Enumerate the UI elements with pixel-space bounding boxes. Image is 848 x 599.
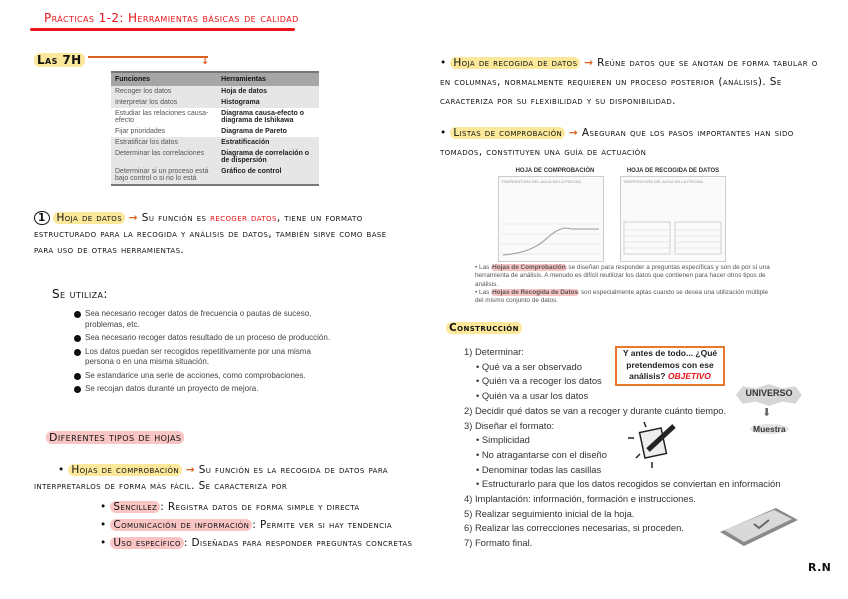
construction-step: • Quién va a recoger los datos xyxy=(476,375,602,387)
construction-step: • Qué va a ser observado xyxy=(476,360,582,372)
red-text: recoger datos xyxy=(210,212,277,224)
construction-step: • Quién va a usar los datos xyxy=(476,390,589,402)
note-text: Las xyxy=(479,288,492,296)
sheet-subtitle: TEMPERATURA DEL AGUA EN LA PISCINA xyxy=(623,179,704,184)
construction-step: 2) Decidir qué datos se van a recoger y durante cuánto tiempo. xyxy=(464,404,727,416)
construccion-text: Construcción xyxy=(446,322,522,334)
tipos-heading xyxy=(46,430,184,446)
list-item-text: Se estandarice una serie de acciones, como comprobaciones. xyxy=(85,370,306,380)
cell: Estratificación xyxy=(217,137,319,148)
text: Su función es xyxy=(141,212,207,224)
check-sheet-image xyxy=(498,176,604,262)
left-figure-title: HOJA DE COMPROBACIÓN xyxy=(515,168,595,174)
cell: Estudiar las relaciones causa-efecto xyxy=(115,110,209,124)
table-row xyxy=(111,86,319,97)
construction-step: 5) Realizar seguimiento inicial de la hoja. xyxy=(464,507,635,519)
uses-list xyxy=(74,309,342,398)
hoja-datos-paragraph xyxy=(34,210,409,258)
item-text: : Diseñadas para responder preguntas concretas xyxy=(183,537,413,549)
listas-label: Listas de comprobación xyxy=(450,127,565,139)
list-item xyxy=(74,347,342,368)
construction-step: • No atragantarse con el diseño xyxy=(476,448,607,460)
table-row xyxy=(111,97,319,108)
title-underline xyxy=(30,28,295,31)
list-item: • Uso específico : Diseñadas para responder preguntas concretas xyxy=(100,537,413,549)
arrow-right-icon: → xyxy=(185,464,195,476)
note-item: • Las Hojas de Recogida de Datos son especialmente aptas cuando se desea una utilización múltiple del mismo conjunto de datos. xyxy=(475,288,769,305)
list-item-text: Sea necesario recoger datos de frecuencia o pautas de suceso, problemas, etc. xyxy=(85,309,312,329)
number-badge: 1 xyxy=(34,211,50,225)
las-7h-label xyxy=(34,52,85,68)
cell: Gráfico de control xyxy=(217,166,319,185)
arrow-right-icon: → xyxy=(568,127,579,139)
tipos-text: Diferentes tipos de hojas xyxy=(46,431,184,444)
bullet-icon xyxy=(74,311,81,318)
cell: Diagrama de correlación o de dispersión xyxy=(217,148,319,166)
hoja-datos-label: Hoja de datos xyxy=(53,212,125,224)
recogida-label: Hoja de recogida de datos xyxy=(450,57,580,69)
cell: Determinar las correlaciones xyxy=(111,148,217,166)
cell: Hoja de datos xyxy=(217,86,319,97)
las-7h-text: Las 7H xyxy=(34,53,85,67)
table-row xyxy=(111,126,319,137)
comparison-figure xyxy=(494,168,718,263)
table-row xyxy=(111,166,319,185)
pen-writing-icon xyxy=(626,420,686,470)
data-table-icon xyxy=(623,221,723,255)
item-text: : Permite ver si hay tendencia xyxy=(252,519,393,531)
col-header: Funciones xyxy=(111,72,217,86)
note-text: son especialmente aptas cuando se desea una utilización múltiple del mismo conjunto de datos. xyxy=(475,288,769,305)
listas-paragraph: • Listas de comprobación → Aseguran que los pasos importantes han sido tomados, constituyen una guía de actuación xyxy=(440,127,794,158)
list-item: • Comunicación de información : Permite ver si hay tendencia xyxy=(100,519,393,531)
bullet-icon xyxy=(74,335,81,342)
se-utiliza-label: Se utiliza: xyxy=(52,287,108,301)
cell: Diagrama de Pareto xyxy=(221,128,287,135)
universo-label: UNIVERSO xyxy=(745,388,793,398)
bullet-icon xyxy=(74,373,81,380)
right-figure-title: HOJA DE RECOGIDA DE DATOS xyxy=(626,168,720,174)
item-label: Comunicación de información xyxy=(110,519,252,531)
list-item-text: Sea necesario recoger datos resultado de un proceso de producción. xyxy=(85,333,331,342)
note-item: • Las Hojas de Comprobación se diseñan para responder a preguntas específicas y son de por sí una herramienta de análisis. A menudo es difícil reutilizar los datos que contienen para hacer otros tipos de análisis. xyxy=(475,264,770,288)
figure-notes xyxy=(475,264,775,305)
text: Su función es la recogida de datos para interpretarlos de forma más fácil. Se caracteriza por xyxy=(34,464,388,492)
page-title: Prácticas 1-2: Herramientas básicas de calidad xyxy=(44,11,299,25)
construction-step: 1) Determinar: xyxy=(464,346,524,357)
muestra-label: Muestra xyxy=(750,424,789,434)
cell: Estratificar los datos xyxy=(111,137,217,148)
list-item xyxy=(74,309,342,330)
cell: Fijar prioridades xyxy=(115,128,166,135)
note-text: se diseñan para responder a preguntas específicas y son de por sí una herramienta de análisis. A menudo es difícil reutilizar los datos que contienen para hacer otros tipos de análisis. xyxy=(475,264,770,288)
note-highlight: Hojas de Recogida de Datos xyxy=(492,288,579,296)
construction-step: • Estructurarlo para que los datos recogidos se conviertan en información xyxy=(476,478,781,490)
text: Aseguran que los pasos importantes han sido tomados, constituyen una guía de actuación xyxy=(440,127,794,158)
temperature-chart-icon xyxy=(501,219,601,259)
note-highlight: Hojas de Comprobación xyxy=(492,264,566,271)
list-item: • Sencillez : Registra datos de forma simple y directa xyxy=(100,501,360,513)
text: , tiene un formato estructurado para la recogida y análisis de datos, también sirve como base para uso de otras herramientas. xyxy=(34,212,387,256)
item-text: : Registra datos de forma simple y directa xyxy=(160,501,360,513)
arrow-right-icon: → xyxy=(584,57,594,69)
table-row xyxy=(111,108,319,126)
signature: R.N xyxy=(808,561,832,574)
cell: Determinar si un proceso está bajo control o si no lo está xyxy=(111,166,217,185)
construccion-heading xyxy=(446,320,522,336)
table-row xyxy=(111,148,319,166)
objective-box xyxy=(615,346,725,386)
comprobacion-paragraph: • Hojas de comprobación → Su función es la recogida de datos para interpretarlos de forma más fácil. Se caracteriza por xyxy=(34,464,388,492)
list-item xyxy=(74,333,342,344)
text: Reúne datos que se anotan de forma tabular o en columnas, normalmente requieren un proceso posterior (análisis). Se caracteriza por su flexibilidad y su disponibilidad. xyxy=(440,57,818,107)
arrow-right-icon: → xyxy=(128,212,138,224)
clipboard-check-icon xyxy=(716,504,802,550)
arrow-down-icon: ⬇ xyxy=(762,406,772,419)
cell: Histograma xyxy=(217,97,319,108)
table-row xyxy=(111,137,319,148)
objective-red: OBJETIVO xyxy=(667,371,711,381)
characteristics-list xyxy=(100,498,412,552)
construction-step: • Denominar todas las casillas xyxy=(476,463,602,475)
cell: Recoger los datos xyxy=(111,86,217,97)
sheet-subtitle: TEMPERATURA DEL AGUA EN LA PISCINA xyxy=(501,179,582,184)
recogida-paragraph: • Hoja de recogida de datos → Reúne datos que se anotan de forma tabular o en columnas, normalmente requieren un proceso posterior (análisis). Se caracteriza por su flexibilidad y su disponibilidad. xyxy=(440,57,818,107)
list-item-text: Se recojan datos durante un proyecto de mejora. xyxy=(85,384,259,393)
comprobacion-label: Hojas de comprobación xyxy=(68,464,182,476)
cell: Interpretar los datos xyxy=(111,97,217,108)
data-sheet-image xyxy=(620,176,726,262)
item-label: Uso específico xyxy=(110,537,184,549)
construction-step: 4) Implantación: información, formación e instrucciones. xyxy=(464,493,696,505)
bullet-icon xyxy=(74,386,81,393)
construction-step: • Simplicidad xyxy=(476,434,530,446)
note-text: Las xyxy=(479,264,492,271)
cell: Diagrama causa-efecto o diagrama de Ishikawa xyxy=(221,110,305,124)
construction-step: 3) Diseñar el formato: xyxy=(464,419,555,431)
item-label: Sencillez xyxy=(110,501,160,513)
objective-text: Y antes de todo... ¿Qué pretendemos con ese análisis? xyxy=(622,348,718,381)
seven-tools-table xyxy=(111,71,319,186)
arrow-down-icon: ↓ xyxy=(201,56,210,67)
col-header: Herramientas xyxy=(217,72,319,86)
construction-step: 6) Realizar las correcciones necesarias, si proceden. xyxy=(464,522,684,534)
list-item xyxy=(74,384,342,395)
list-item-text: Los datos puedan ser recogidos repetitivamente por una misma persona o en una misma situación. xyxy=(85,346,311,366)
list-item xyxy=(74,371,342,382)
construction-step: 7) Formato final. xyxy=(464,537,533,549)
arrow-line xyxy=(88,56,208,58)
bullet-icon xyxy=(74,349,81,356)
